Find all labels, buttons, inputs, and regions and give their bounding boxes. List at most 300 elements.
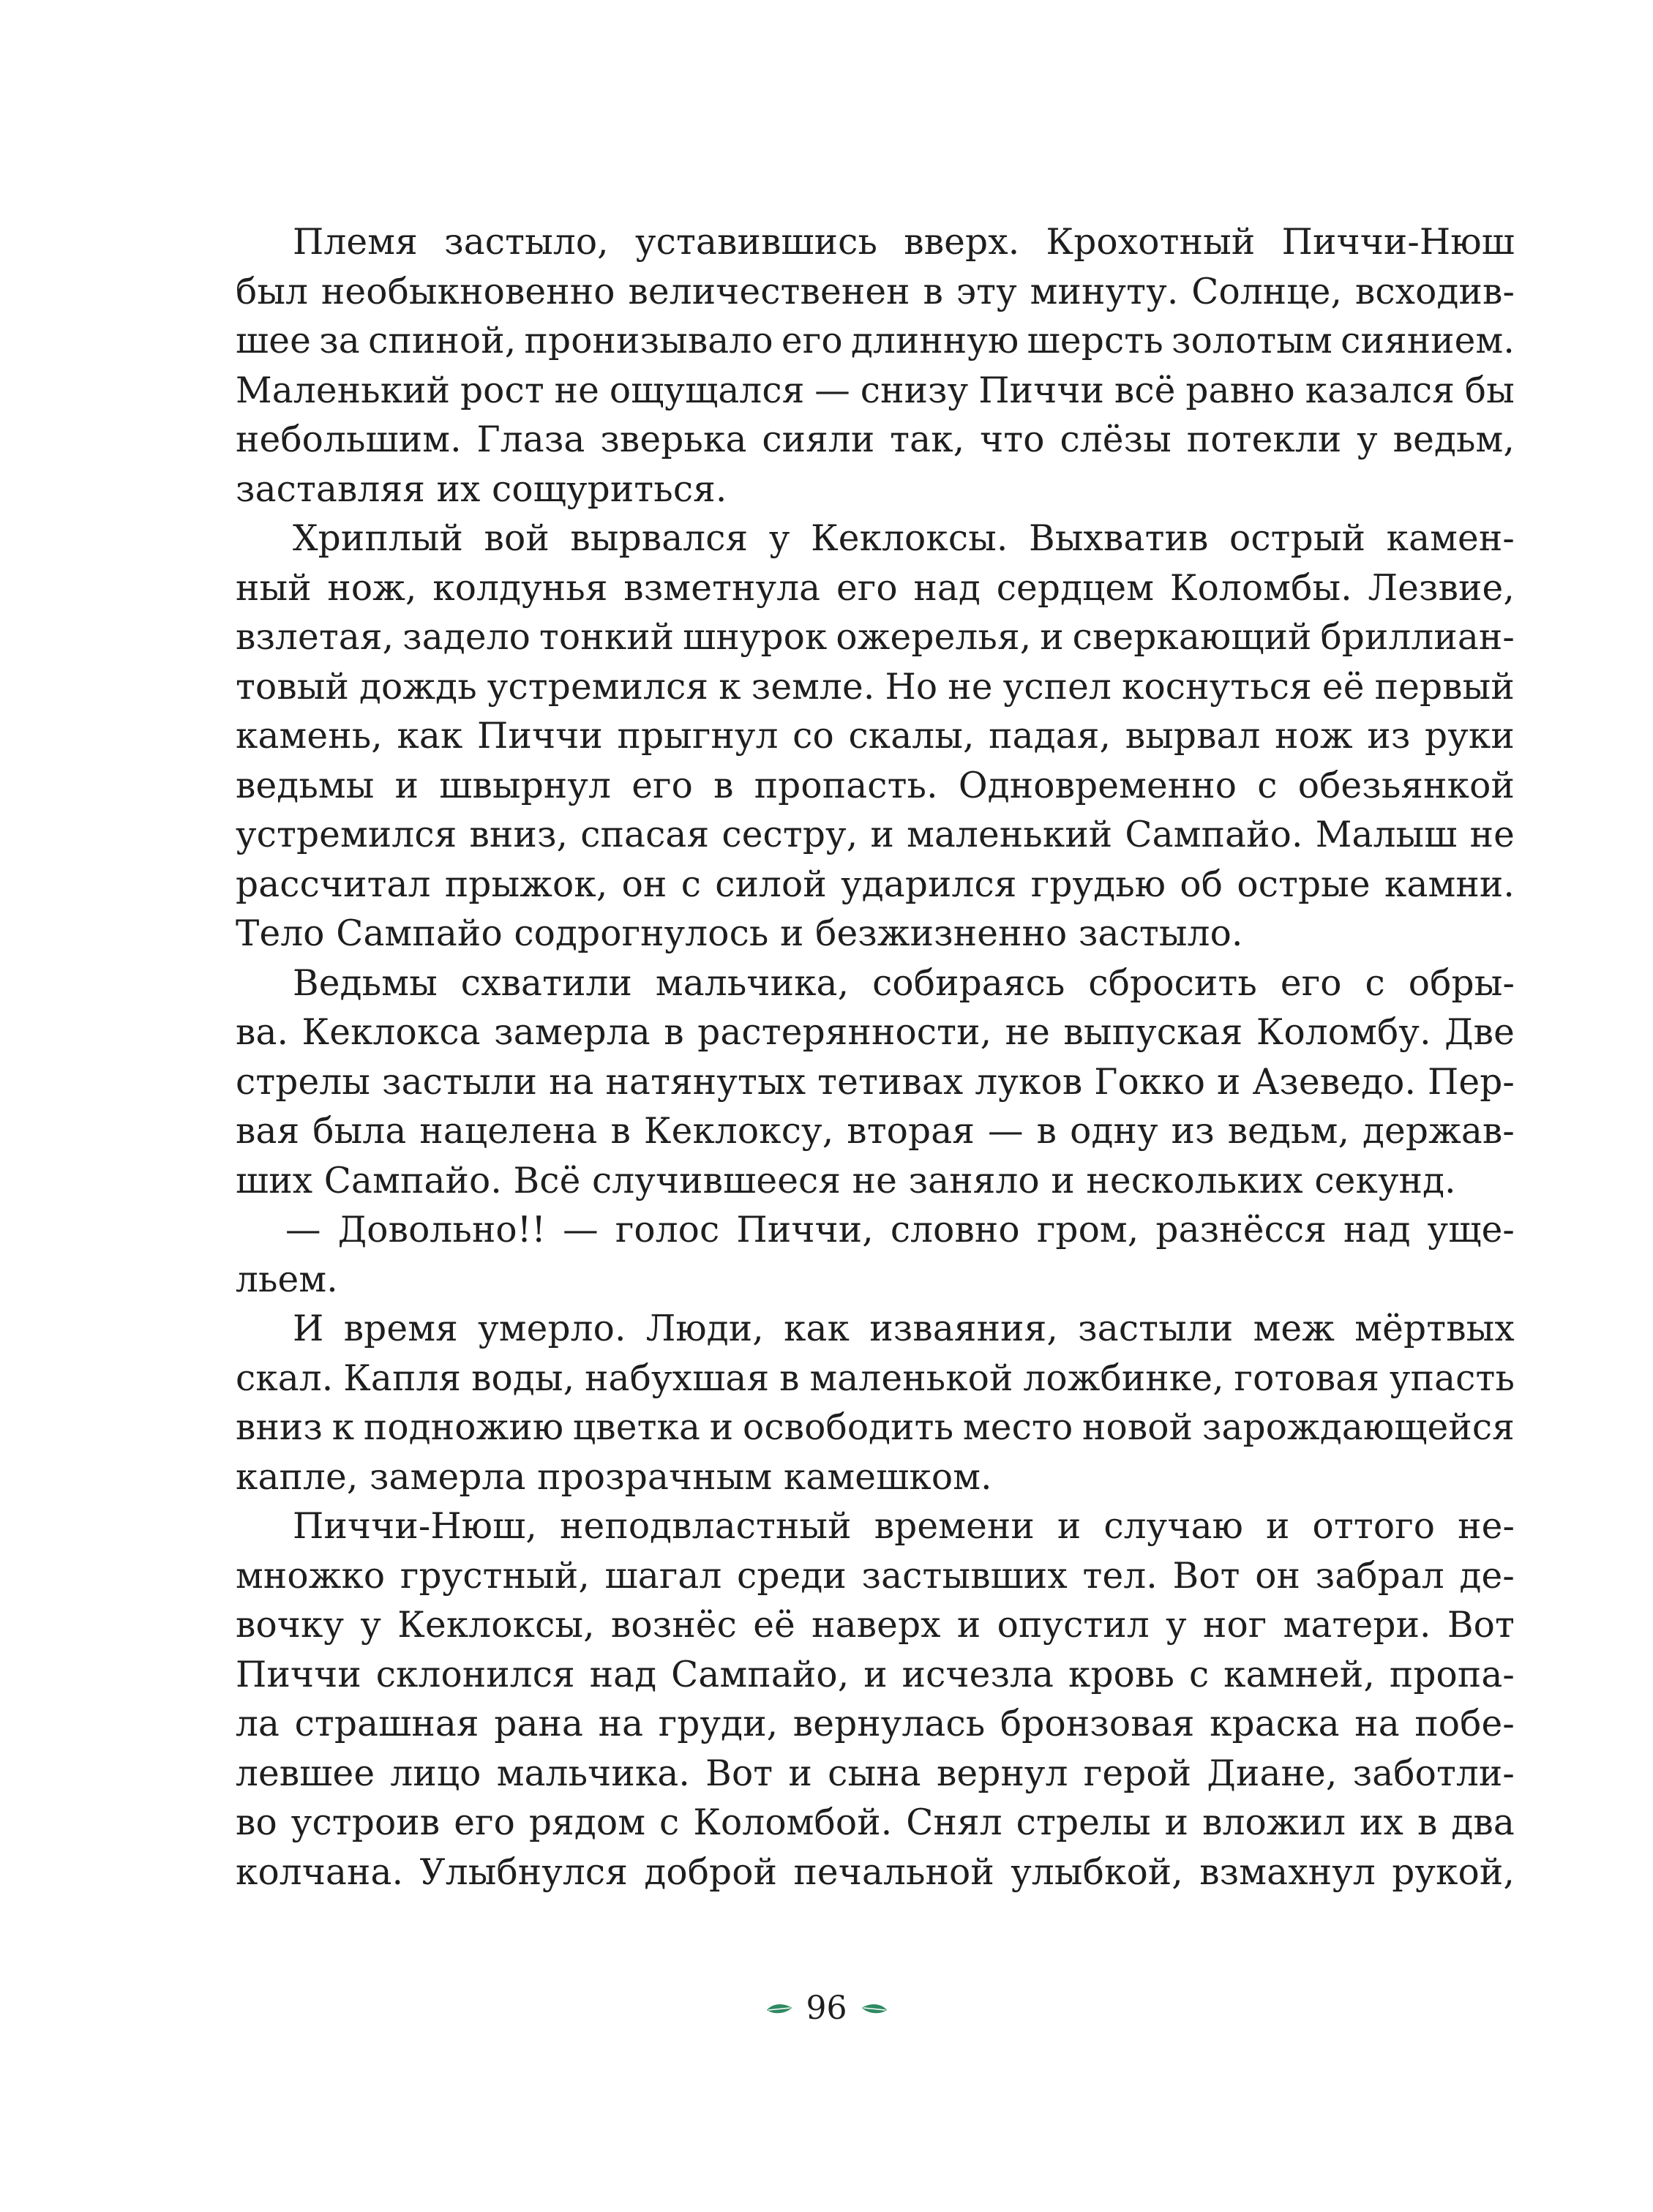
word: гром, (1036, 1210, 1139, 1251)
word: — (988, 1111, 1024, 1152)
word: руки (1425, 716, 1515, 757)
word: и (1040, 617, 1064, 658)
word: как (784, 1308, 850, 1349)
word: небольшим. (236, 419, 462, 460)
word: побе- (1414, 1703, 1515, 1744)
word: острый (1229, 518, 1366, 559)
word: так, (890, 419, 965, 460)
word: шерсть (1027, 320, 1163, 361)
word: ный (236, 567, 312, 609)
word: колдунья (432, 567, 608, 609)
word: Довольно!! (337, 1210, 547, 1251)
word: замерла (494, 1012, 651, 1053)
text-line (236, 1502, 1515, 1552)
word: доброй (644, 1851, 778, 1893)
word: его (781, 320, 843, 361)
word: в (923, 271, 943, 312)
word: ва. (236, 1012, 289, 1053)
word: шее (236, 320, 311, 361)
word: Солнце, (1191, 271, 1343, 312)
word: ведьмы (236, 765, 375, 806)
word: среди (737, 1555, 847, 1597)
text-line (236, 959, 1515, 1009)
word: умерло. (478, 1308, 626, 1349)
word: собираясь (872, 962, 1065, 1004)
word: над (913, 567, 981, 609)
word: у (1166, 1605, 1187, 1646)
word: Кеклокса (301, 1012, 481, 1053)
word: обры- (1408, 962, 1515, 1004)
word: шагал (604, 1555, 722, 1597)
word: натянутых (605, 1061, 806, 1103)
word: швырнул (439, 765, 612, 806)
word: всходив- (1354, 271, 1515, 312)
word: Лезвие, (1368, 567, 1515, 609)
word: шнурок (683, 617, 828, 658)
word: сверкающий (1072, 617, 1312, 658)
word: Гокко (1094, 1061, 1206, 1103)
word: Но (885, 666, 938, 708)
word: камен- (1386, 518, 1515, 559)
word: уставившись (634, 222, 877, 263)
word: луков (975, 1061, 1083, 1103)
word: с (1365, 962, 1385, 1004)
word: Диане, (1207, 1752, 1338, 1794)
word: над (1343, 1210, 1411, 1251)
word: взмахнул (1199, 1851, 1376, 1893)
word: нацелена (419, 1111, 598, 1152)
word: Вот (1447, 1605, 1515, 1646)
text-line: капле, замерла прозрачным камешком. (236, 1456, 992, 1498)
word: Выхватив (1029, 518, 1209, 559)
word: груди, (658, 1703, 779, 1744)
word: выпуская (1063, 1012, 1243, 1053)
word: Коломбу. (1256, 1012, 1431, 1053)
word: маленький (907, 814, 1113, 855)
word: рост (460, 370, 544, 411)
text-line (236, 1305, 1515, 1354)
page-body (236, 218, 1515, 1897)
word: Вот (1172, 1555, 1240, 1597)
word: Кеклоксы. (811, 518, 1008, 559)
word: вая (236, 1111, 300, 1152)
word: сердцем (996, 567, 1155, 609)
word: не (1469, 814, 1515, 855)
word: и (863, 1654, 888, 1695)
word: у (1357, 419, 1378, 460)
word: уще- (1427, 1210, 1515, 1251)
word: была (312, 1111, 407, 1152)
word: с (1188, 1654, 1210, 1695)
word: Маленький (236, 370, 451, 411)
text-line (236, 1354, 1515, 1404)
word: склонился (375, 1654, 575, 1695)
word: устремился (236, 814, 457, 855)
word: с (1257, 765, 1278, 806)
word: Улыбнулся (419, 1851, 628, 1893)
word: вверх. (904, 222, 1020, 263)
word: и (870, 814, 894, 855)
word: успел (1002, 666, 1112, 708)
word: не (1005, 1012, 1050, 1053)
word: равно (1185, 370, 1295, 411)
word: — (563, 1210, 599, 1251)
word: рана (494, 1703, 584, 1744)
word: скалы, (848, 716, 975, 757)
word: в (1036, 1111, 1057, 1152)
word: что (980, 419, 1045, 460)
word: вернулась (792, 1703, 986, 1744)
word: его (1280, 962, 1342, 1004)
text-line (236, 268, 1515, 318)
word: и (1057, 1506, 1082, 1547)
word: — (285, 1210, 321, 1251)
text-line (236, 811, 1515, 861)
word: краска (1210, 1703, 1340, 1744)
word: Пер- (1427, 1061, 1515, 1103)
word: Одновременно (958, 765, 1237, 806)
word: над (589, 1654, 657, 1695)
word: рукой, (1392, 1851, 1515, 1893)
word: у (360, 1605, 382, 1646)
word: к (331, 1407, 355, 1448)
text-line (236, 1107, 1515, 1157)
word: с (659, 1802, 680, 1843)
word: Пиччи (477, 716, 603, 757)
word: Кеклоксы, (397, 1605, 595, 1646)
word: нож, (327, 567, 417, 609)
word: подножию (363, 1407, 564, 1448)
word: в (1417, 1802, 1438, 1843)
word: вой (484, 518, 550, 559)
word: их (1360, 1802, 1404, 1843)
word: в (779, 1357, 800, 1399)
word: устроив (291, 1802, 441, 1843)
word: потекли (1186, 419, 1342, 460)
word: прыгнул (617, 716, 779, 757)
word: Сампайо, (671, 1654, 850, 1695)
word: бриллиан- (1320, 617, 1515, 658)
word: к (719, 666, 741, 708)
text-line (236, 1651, 1515, 1701)
word: его (454, 1802, 515, 1843)
word: Две (1444, 1012, 1515, 1053)
word: ведьм, (1227, 1111, 1350, 1152)
word: дождь (359, 666, 477, 708)
word: зарождающейся (1202, 1407, 1515, 1448)
word: сияли (762, 419, 875, 460)
word: Люди, (645, 1308, 764, 1349)
word: оттого (1312, 1506, 1436, 1547)
word: два (1451, 1802, 1515, 1843)
word: мальчика, (655, 962, 850, 1004)
word: он (1255, 1555, 1301, 1597)
text-line (236, 1206, 1515, 1256)
word: вочку (236, 1605, 345, 1646)
word: ведьм, (1393, 419, 1515, 460)
word: Пиччи-Нюш (1281, 222, 1515, 263)
word: освободить (743, 1407, 954, 1448)
word: голос (615, 1210, 720, 1251)
text-line (236, 367, 1515, 416)
word: грустный, (400, 1555, 590, 1597)
text-line (236, 1403, 1515, 1453)
word: место (962, 1407, 1073, 1448)
word: стрелы (236, 1061, 371, 1103)
text-line (236, 514, 1515, 564)
word: падая, (989, 716, 1112, 757)
word: Кеклоксу, (643, 1111, 834, 1152)
word: сбросить (1088, 962, 1257, 1004)
word: снизу (860, 370, 969, 411)
word: сына (828, 1752, 921, 1794)
word: набухшая (585, 1357, 770, 1399)
word: Капля (343, 1357, 462, 1399)
word: растерянности, (697, 1012, 992, 1053)
leaf-ornament-left-icon (765, 2001, 795, 2017)
word: исчезла (902, 1654, 1054, 1695)
word: об (1180, 863, 1223, 905)
word: силой (715, 863, 827, 905)
word: множко (236, 1555, 386, 1597)
word: камень, (236, 716, 383, 757)
word: заботли- (1352, 1752, 1515, 1794)
word: и (956, 1605, 981, 1646)
word: Племя (293, 222, 418, 263)
word: вторая (847, 1111, 975, 1152)
word: держав- (1362, 1111, 1515, 1152)
word: камни. (1384, 863, 1515, 905)
word: стрелы (1016, 1802, 1151, 1843)
text-line (236, 1008, 1515, 1058)
word: тел. (1082, 1555, 1158, 1597)
text-line (236, 861, 1515, 910)
word: из (1367, 716, 1411, 757)
word: минуту. (1030, 271, 1179, 312)
word: его (631, 765, 693, 806)
word: прыжок, (444, 863, 608, 905)
word: за (319, 320, 360, 361)
word: застыли (1078, 1308, 1234, 1349)
text-line (236, 1058, 1515, 1108)
word: вознёс (610, 1605, 737, 1646)
word: необыкновенно (321, 271, 615, 312)
word: меж (1253, 1308, 1335, 1349)
word: Снял (906, 1802, 1002, 1843)
leaf-ornament-right-icon (859, 2001, 888, 2017)
text-line (236, 1700, 1515, 1750)
word: казался (1305, 370, 1455, 411)
text-line (236, 317, 1515, 367)
word: одну (1070, 1111, 1158, 1152)
word: — (814, 370, 850, 411)
word: острые (1237, 863, 1371, 905)
word: в (713, 765, 734, 806)
word: Сампайо. (1125, 814, 1303, 855)
word: взметнула (623, 567, 821, 609)
word: Хриплый (293, 518, 464, 559)
word: матери. (1283, 1605, 1431, 1646)
text-line (236, 712, 1515, 762)
word: золотым (1172, 320, 1332, 361)
word: со (792, 716, 834, 757)
word: Пиччи, (736, 1210, 874, 1251)
word: взлетая, (236, 617, 394, 658)
word: застыли (381, 1061, 538, 1103)
paragraph-1 (236, 218, 1515, 514)
text-line (236, 613, 1515, 663)
word: времени (874, 1506, 1035, 1547)
word: во (236, 1802, 277, 1843)
word: герой (1083, 1752, 1192, 1794)
word: вниз, (469, 814, 569, 855)
word: Вот (705, 1752, 773, 1794)
word: наверх (811, 1605, 941, 1646)
word: бронзовая (1000, 1703, 1195, 1744)
word: застыло, (444, 222, 609, 263)
word: цветка (572, 1407, 701, 1448)
word: мёртвых (1354, 1308, 1515, 1349)
word: неподвластный (560, 1506, 852, 1547)
word: из (1171, 1111, 1215, 1152)
word: его (836, 567, 898, 609)
word: обезьянкой (1297, 765, 1515, 806)
word: пронизывало (524, 320, 773, 361)
text-line: Тело Сампайо содрогнулось и безжизненно застыло. (236, 913, 1243, 954)
word: вниз (236, 1407, 323, 1448)
word: застывших (861, 1555, 1068, 1597)
word: Пиччи-Нюш, (293, 1506, 537, 1547)
word: её (753, 1605, 795, 1646)
text-line (236, 762, 1515, 811)
paragraph-6 (236, 1502, 1515, 1897)
word: земле. (751, 666, 875, 708)
word: коснуться (1121, 666, 1312, 708)
word: задело (402, 617, 531, 658)
word: левшее (236, 1752, 375, 1794)
text-line (236, 416, 1515, 465)
word: грудью (1030, 863, 1166, 905)
word: вырвал (1125, 716, 1261, 757)
paragraph-4-dialogue (236, 1206, 1515, 1305)
word: пропа- (1389, 1654, 1515, 1695)
word: кровь (1068, 1654, 1175, 1695)
word: Крохотный (1046, 222, 1256, 263)
word: сестру, (721, 814, 858, 855)
word: И (293, 1308, 324, 1349)
word: пропасть. (754, 765, 938, 806)
word: печальной (793, 1851, 994, 1893)
word: ожерелья, (836, 617, 1032, 658)
word: случаю (1103, 1506, 1244, 1547)
word: всё (1114, 370, 1176, 411)
word: и (1164, 1802, 1189, 1843)
word: Пиччи (978, 370, 1105, 411)
word: улыбкой, (1011, 1851, 1183, 1893)
word: не- (1458, 1506, 1515, 1547)
word: у (768, 518, 790, 559)
word: колчана. (236, 1851, 404, 1893)
word: вырвался (570, 518, 749, 559)
word: Коломбы. (1169, 567, 1352, 609)
word: вернул (936, 1752, 1068, 1794)
word: был (236, 271, 309, 312)
word: схватили (460, 962, 632, 1004)
word: скал. (236, 1357, 334, 1399)
word: и (709, 1407, 734, 1448)
text-line: заставляя их сощуриться. (236, 468, 727, 510)
word: тетивах (817, 1061, 964, 1103)
word: рассчитал (236, 863, 431, 905)
word: с (681, 863, 702, 905)
word: спиной, (368, 320, 517, 361)
word: и (788, 1752, 812, 1794)
word: длинную (850, 320, 1019, 361)
word: эту (956, 271, 1017, 312)
word: её (1322, 666, 1365, 708)
page-number: 96 (806, 1990, 847, 2027)
word: слёзы (1060, 419, 1172, 460)
word: на (598, 1703, 644, 1744)
text-line (236, 1552, 1515, 1602)
text-line: льем. (236, 1259, 338, 1300)
word: ударился (841, 863, 1017, 905)
word: в (664, 1012, 684, 1053)
word: в (610, 1111, 631, 1152)
word: ложбинке, (1023, 1357, 1224, 1399)
word: спасая (580, 814, 710, 855)
word: устремился (487, 666, 709, 708)
word: зверька (600, 419, 747, 460)
word: ла (236, 1703, 280, 1744)
word: лицо (390, 1752, 481, 1794)
word: готовая (1234, 1357, 1380, 1399)
word: Малыш (1315, 814, 1458, 855)
word: вложил (1202, 1802, 1346, 1843)
word: не (554, 370, 599, 411)
paragraph-3 (236, 959, 1515, 1207)
text-line (236, 663, 1515, 713)
word: изваяния, (869, 1308, 1058, 1349)
word: ощущался (609, 370, 805, 411)
text-line (236, 564, 1515, 614)
word: разнёсся (1155, 1210, 1327, 1251)
paragraph-5 (236, 1305, 1515, 1502)
word: страшная (294, 1703, 479, 1744)
word: Пиччи (236, 1654, 361, 1695)
word: де- (1459, 1555, 1515, 1597)
word: забрал (1315, 1555, 1444, 1597)
text-line (236, 1799, 1515, 1848)
word: и (394, 765, 419, 806)
word: величественен (628, 271, 910, 312)
page-footer (0, 1992, 1653, 2025)
word: новой (1082, 1407, 1193, 1448)
word: рядом (528, 1802, 646, 1843)
text-line (236, 1848, 1515, 1898)
word: время (343, 1308, 458, 1349)
word: на (549, 1061, 594, 1103)
word: и (1266, 1506, 1290, 1547)
text-line (236, 218, 1515, 268)
word: Ведьмы (293, 962, 438, 1004)
text-line (236, 1601, 1515, 1651)
word: Азеведо. (1252, 1061, 1417, 1103)
text-line (236, 1750, 1515, 1799)
text-line: ших Сампайо. Всё случившееся не заняло и нескольких секунд. (236, 1160, 1456, 1201)
word: нож (1275, 716, 1353, 757)
word: опустил (997, 1605, 1150, 1646)
